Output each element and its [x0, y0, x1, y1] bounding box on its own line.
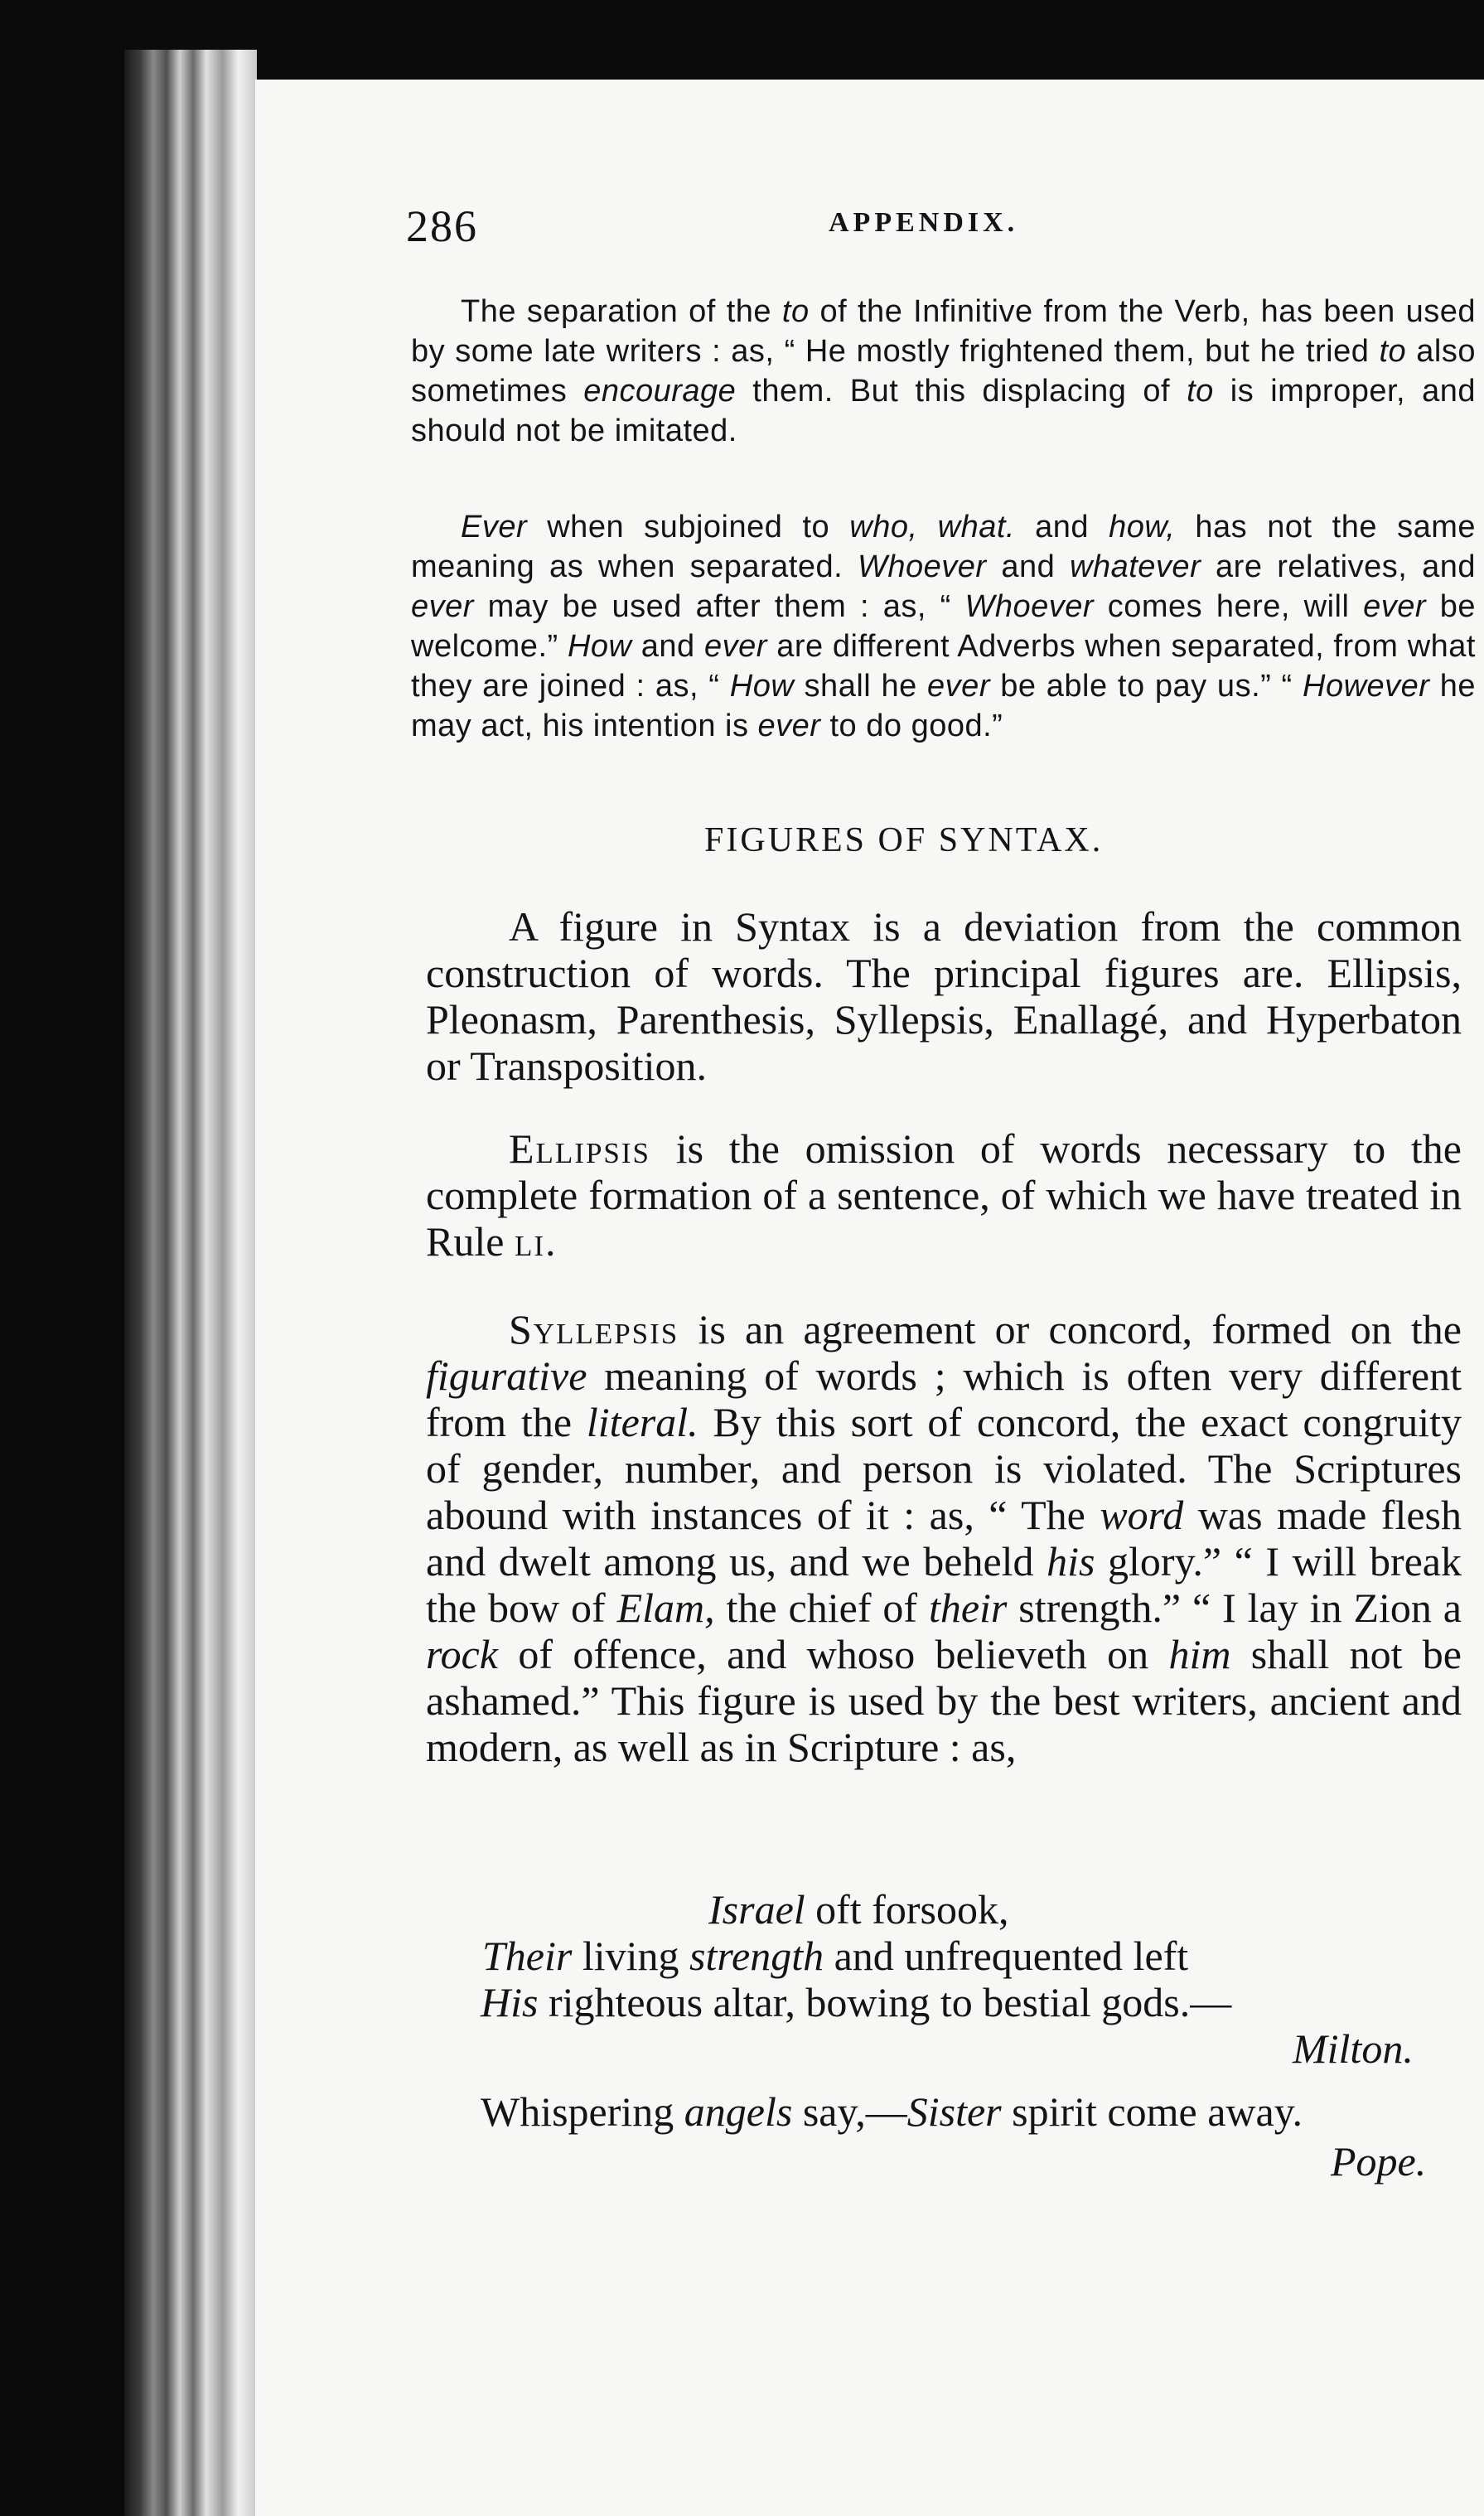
running-title: APPENDIX. — [829, 207, 1019, 238]
quote-pope-line: Whispering angels say,—Sister spirit come away. — [481, 2088, 1303, 2135]
paragraph-ever: Ever when subjoined to who, what. and how, has not the same meaning as when separated. Whoever and whatever are relatives, and ever may be used after them : as, “ Whoever comes here, will ever be welcome.” How and ever are different Adverbs when separated, from what they are joined : as, “ How shall he ever be able to pay us.” “ However he may act, his intention is ever to do good.” — [411, 510, 1476, 743]
verse-line-1: Israel oft forsook, — [708, 1886, 1009, 1933]
attribution-milton: Milton. — [1293, 2025, 1414, 2072]
page-number: 286 — [406, 201, 478, 251]
paragraph-ellipsis: Ellipsis is the omission of words necessary to the complete formation of a sentence, of which we have treated in Rule li. — [426, 1125, 1462, 1265]
paragraph-figure-definition: A figure in Syntax is a deviation from the common construction of words. The principal figures are. Ellipsis, Pleonasm, Parenthesis, Syllepsis, Enallagé, and Hyperbaton or Transposition. — [426, 903, 1462, 1089]
term-ellipsis: Ellipsis — [509, 1125, 651, 1172]
paragraph-syllepsis: Syllepsis is an agreement or concord, formed on the figurative meaning of words ; which is often very different from the literal. By this sort of concord, the exact congruity of gender, number, and person is violated. The Scriptures abound with instances of it : as, “ The word was made flesh and dwelt among us, and we beheld his glory.” “ I will break the bow of Elam, the chief of their strength.” “ I lay in Zion a rock of offence, and whoso believeth on him shall not be ashamed.” This figure is used by the best writers, ancient and modern, as well as in Scripture : as, — [426, 1306, 1462, 1770]
verse-line-3: His righteous altar, bowing to bestial gods.— — [481, 1979, 1232, 2025]
term-syllepsis: Syllepsis — [509, 1306, 679, 1352]
verse-line-2: Their living strength and unfrequented left — [482, 1933, 1189, 1979]
section-heading: FIGURES OF SYNTAX. — [704, 821, 1104, 859]
attribution-pope: Pope. — [1331, 2138, 1427, 2185]
paragraph-infinitive-to: The separation of the to of the Infinitive from the Verb, has been used by some late writers : as, “ He mostly frightened them, but he tried to also sometimes encourage them. But this displacing of to is improper, and should not be imitated. — [411, 294, 1476, 448]
book-spine — [124, 50, 257, 2516]
